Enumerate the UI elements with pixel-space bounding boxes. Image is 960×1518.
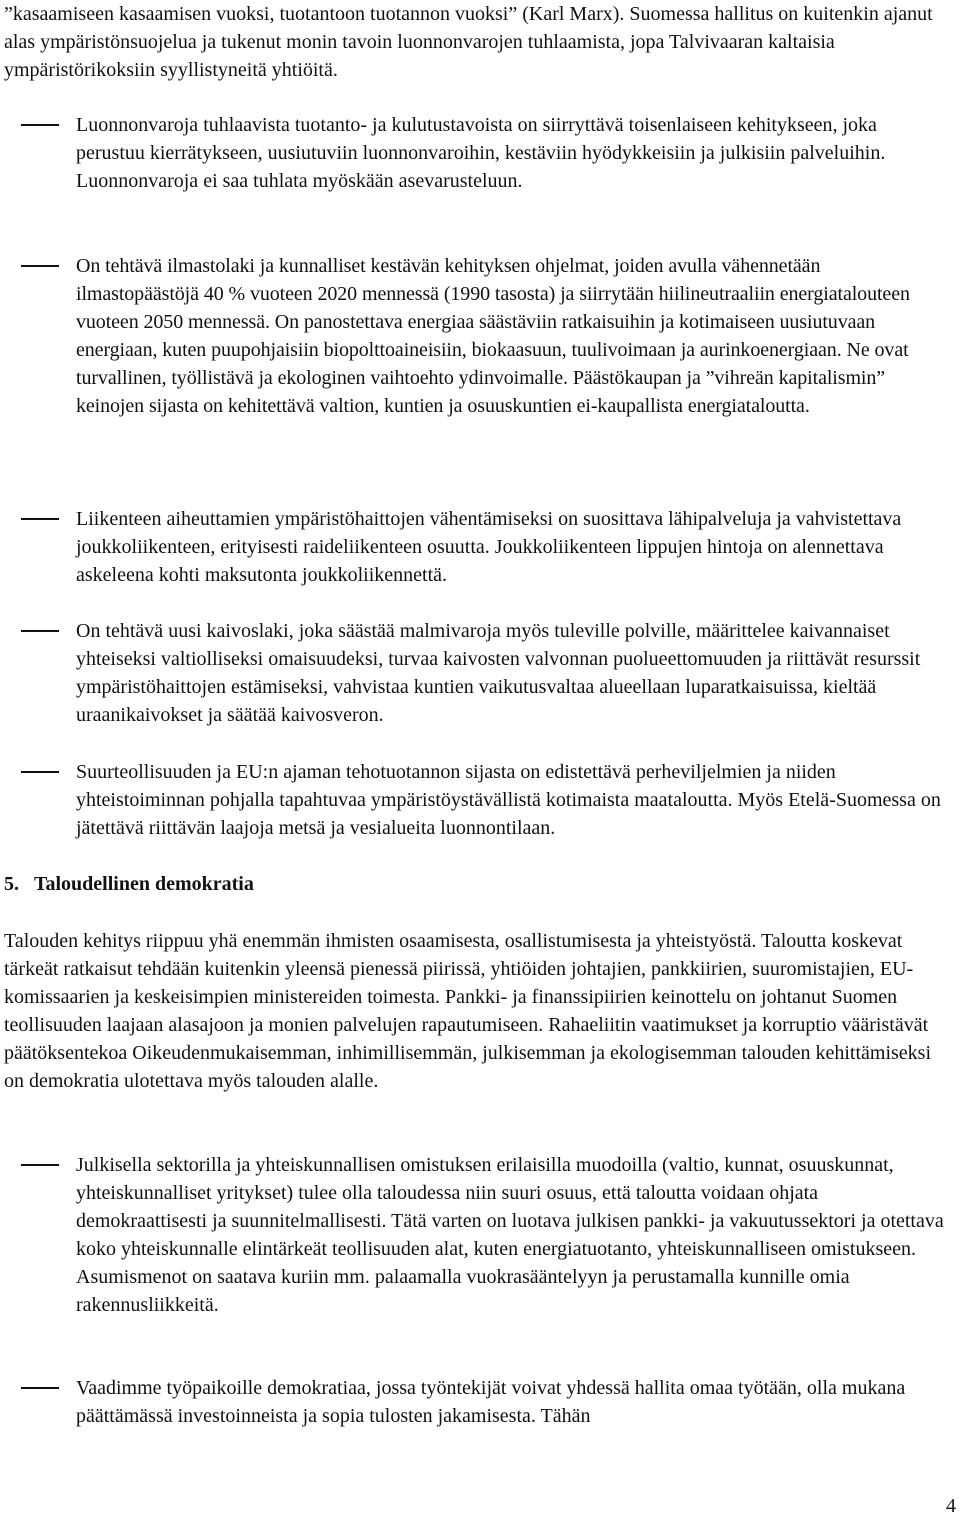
dash-bullet (21, 771, 59, 773)
list-item-text: Liikenteen aiheuttamien ympäristöhaittojen vähentämiseksi on suosittava lähipalveluja ja vahvistettava joukkoliikenteen, erityisesti raideliikenteen osuutta. Joukkoliikenteen lippujen hintoja on alennettava askeleena kohti maksutonta joukkoliikennettä. (76, 508, 902, 586)
top-paragraph: ”kasaamiseen kasaamisen vuoksi, tuotantoon tuotannon vuoksi” (Karl Marx). Suomessa hallitus on kuitenkin ajanut alas ympäristönsuojelua ja tukenut monin tavoin luonnonvarojen tuhlaamista, jopa Talvivaaran kaltaisia ympäristörikoksiin syyllistyneitä yhtiöitä. (4, 3, 933, 81)
section-intro: Talouden kehitys riippuu yhä enemmän ihmisten osaamisesta, osallistumisesta ja yhteistyöstä. Taloutta koskevat tärkeät ratkaisut tehdään kuitenkin yleensä pienessä piirissä, yhtiöiden johtajien, pankkiirien, suuromistajien, EU-komissaarien ja keskeisimpien ministereiden toimesta. Pankki- ja finanssipiirien keinottelu on johtanut Suomen teollisuuden laajaan alasajoon ja monien palvelujen rapautumiseen. Rahaeliitin vaatimukset ja korruptio vääristävät päätöksentekoa Oikeudenmukaisemman, inhimillisemmän, julkisemman ja ekologisemman talouden kehittämiseksi on demokratia ulotettava myös talouden alalle. (4, 930, 932, 1092)
section-heading (4, 870, 254, 898)
dash-bullet (21, 124, 59, 126)
list-item-text: Luonnonvaroja tuhlaavista tuotanto- ja kulutustavoista on siirryttävä toisenlaiseen kehitykseen, joka perustuu kierrätykseen, uusiutuviin luonnonvaroihin, kestäviin hyödykkeisiin ja julkisiin palveluihin. Luonnonvaroja ei saa tuhlata myöskään asevarusteluun. (76, 114, 886, 192)
list-item-text: On tehtävä ilmastolaki ja kunnalliset kestävän kehityksen ohjelmat, joiden avulla vähennetään ilmastopäästöjä 40 % vuoteen 2020 mennessä (1990 tasosta) ja siirrytään hiilineutraaliin energiatalouteen vuoteen 2050 mennessä. On panostettava energiaa säästäviin ratkaisuihin ja kotimaiseen uusiutuvaan energiaan, kuten puupohjaisiin biopolttoaineisiin, biokaasuun, tuulivoimaan ja aurinkoenergiaan. Ne ovat turvallinen, työllistävä ja ekologinen vaihtoehto ydinvoimalle. Päästökaupan ja ”vihreän kapitalismin” keinojen sijasta on kehitettävä valtion, kuntien ja osuuskuntien ei-kaupallista energiataloutta. (76, 255, 910, 417)
dash-bullet (21, 518, 59, 520)
list-item-text: On tehtävä uusi kaivoslaki, joka säästää malmivaroja myös tuleville polville, määrittelee kaivannaiset yhteiseksi valtiolliseksi omaisuudeksi, turvaa kaivosten valvonnan puolueettomuuden ja riittävät resurssit ympäristöhaittojen estämiseksi, vahvistaa kuntien vaikutusvaltaa alueellaan luparatkaisuissa, kieltää uraanikaivokset ja säätää kaivosveron. (76, 620, 921, 726)
section-title: Taloudellinen demokratia (34, 873, 254, 895)
dash-bullet (21, 1387, 59, 1389)
list-item-text: Vaadimme työpaikoille demokratiaa, jossa työntekijät voivat yhdessä hallita omaa työtään, olla mukana päättämässä investoinneista ja sopia tulosten jakamisesta. Tähän (76, 1377, 906, 1427)
list-item-text: Julkisella sektorilla ja yhteiskunnallisen omistuksen erilaisilla muodoilla (valtio, kunnat, osuuskunnat, yhteiskunnalliset yritykset) tulee olla taloudessa niin suuri osuus, että taloutta voidaan ohjata demokraattisesti ja suunnitelmallisesti. Tätä varten on luotava julkisen pankki- ja vakuutussektori ja otettava koko yhteiskunnalle elintärkeät teollisuuden alat, kuten energiatuotanto, yhteiskunnalliseen omistukseen. Asumismenot on saatava kuriin mm. palaamalla vuokrasääntelyyn ja perustamalla kunnille omia rakennusliikkeitä. (76, 1154, 944, 1316)
list-item-text: Suurteollisuuden ja EU:n ajaman tehotuotannon sijasta on edistettävä perheviljelmien ja niiden yhteistoiminnan pohjalla tapahtuvaa ympäristöystävällistä kotimaista maataloutta. Myös Etelä-Suomessa on jätettävä riittävän laajoja metsä ja vesialueita luonnontilaan. (76, 761, 941, 839)
page-number: 4 (946, 1495, 956, 1517)
section-number: 5. (4, 873, 19, 895)
dash-bullet (21, 1164, 59, 1166)
dash-bullet (21, 265, 59, 267)
dash-bullet (21, 630, 59, 632)
